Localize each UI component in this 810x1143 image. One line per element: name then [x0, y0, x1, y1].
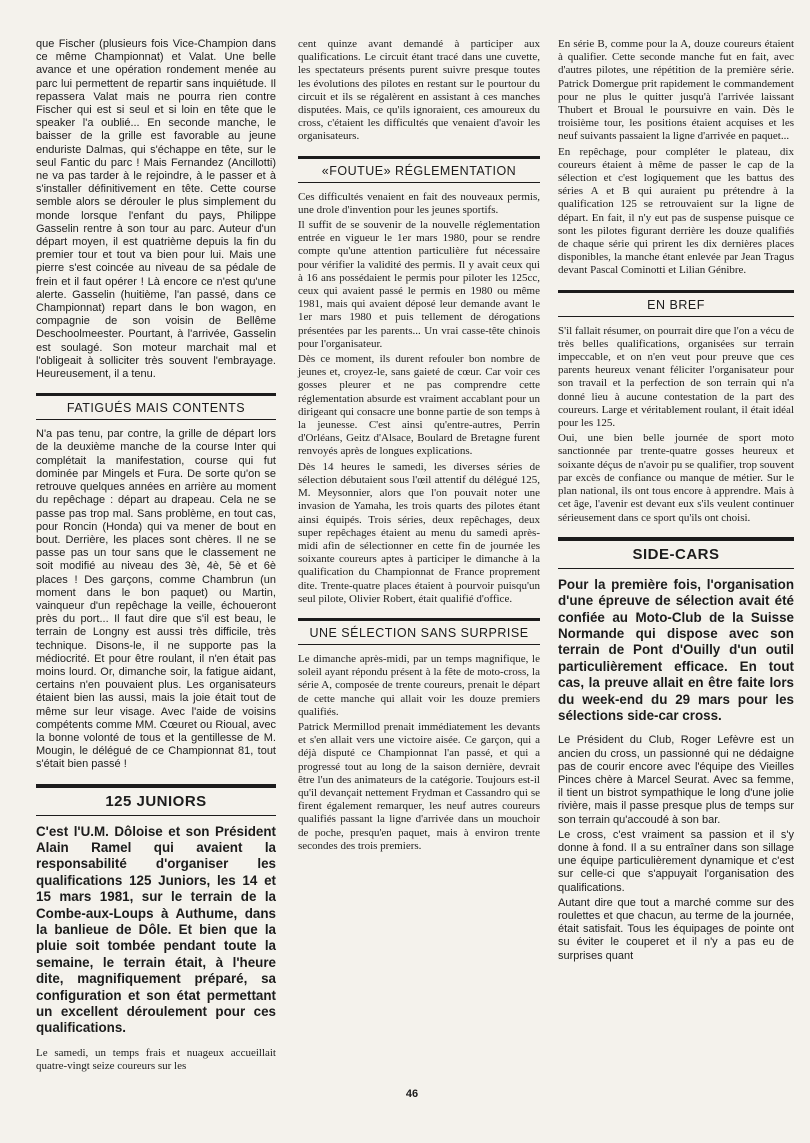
paragraph: que Fischer (plusieurs fois Vice-Champion dans ce même Championnat) et Valat. Une belle avance et une opération rondement menée au parc lui permettent de repartir sans inquiétude. Il repassera Valat mais ne pourra rien contre Fischer qui est si seul et si loin en tête que le speaker l'a oublié... En seconde manche, le baisser de la grille est favorable au jeune enduriste Dalmas, qui s'échappe en tête, sur le seul Fantic du parc ! Mais Fernandez (Ancillotti) ne va pas tarder à le rejoindre, à le passer et à s'installer définitivement en tête. Cette course semble alors se dérouler le plus simplement du monde lorsque l'enfant du pays, Philippe Gasselin rentre à son tour au parc. Auteur d'un départ moyen, il est quatrième depuis la fin du premier tour et tout va bien pour lui. Mais une pierre s'est coincée au niveau de sa pédale de frein et il faut opérer ! Là encore ce n'est qu'une alerte. Gasselin (huitième, l'an passé, dans ce Championnat) repart dans le bon wagon, en compagnie de son voisin de Bellême Deschoolmeester. Pourtant, à l'arrivée, Gasselin est soulagé. Son moteur marchait mal et l'obligeait à solliciter très souvent l'embrayage. Heureusement, il a tenu. [36, 38, 276, 381]
paragraph: S'il fallait résumer, on pourrait dire que l'on a vécu de très belles qualifications, organisées sur terrain impeccable, et on n'en veut pour preuve que ces parents heureux venant féliciter l'organisateur pour son travail et la perfection de son terrain qui n'a donné lieu à aucune contestation de la part des coureurs. Large et véritablement roulant, il était idéal pour les 125. [558, 324, 794, 430]
paragraph: cent quinze avant demandé à participer aux qualifications. Le circuit étant tracé dans une cuvette, les spectateurs présents purent suivre presque toutes les évolutions des pilotes en restant sur le pourtour du circuit et ils se régalèrent en assistant à ces manches disputées. Mais, ce qu'ils ignoraient, ces amoureux du cross, c'étaient les difficultés que venaient d'avoir les organisateurs. [298, 38, 540, 143]
column-3 [558, 38, 794, 965]
paragraph: Le Président du Club, Roger Lefèvre est un ancien du cross, un passionné qui ne dédaigne pas de courir encore avec l'équipe des Vieilles Pinces chère à Marcel Seurat. Avec sa femme, il tient un bistrot sympathique le long d'une jolie rivière, mais il passe presque plus de temps sur son terrain qu'accoudé à son bar. [558, 734, 794, 826]
paragraph: Il suffit de se souvenir de la nouvelle réglementation entrée en vigueur le 1er mars 1980, pour se rendre compte qu'une attention particulière fut nécessaire pour vérifier la validité des permis. Il y avait ceux qui à 16 ans possédaient le permis pour piloter les 125cc, ceux qui avaient passé le permis en 1980 ou même 1981, mais qui avaient déposé leur demande avant le 1er mars 1980 et puis tellement de dérogations présentées par les parents... Un vrai casse-tête chinois pour l'organisateur. [298, 219, 540, 350]
paragraph: Autant dire que tout a marché comme sur des roulettes et que chacun, au terme de la journée, était satisfait. Tous les équipages de pointe ont su éviter le couperet et il n'y a pas eu de surprises quant [558, 896, 794, 962]
col2-foutue-body [298, 191, 540, 606]
col3-intro [558, 38, 794, 278]
paragraph: Ces difficultés venaient en fait des nouveaux permis, une drole d'invention pour les jeunes sportifs. [298, 190, 540, 216]
col2-intro [298, 38, 540, 144]
col3-sidecars-body [558, 734, 794, 962]
section-heading-selection: UNE SÉLECTION SANS SURPRISE [298, 618, 540, 645]
section-heading-en-bref: EN BREF [558, 290, 794, 317]
col2-selection-body [298, 653, 540, 853]
page-number: 46 [405, 1088, 419, 1100]
column-1 [36, 38, 276, 1075]
section-heading-side-cars: SIDE-CARS [558, 537, 794, 569]
col3-enbref-body [558, 325, 794, 525]
col1-juniors-body [36, 1047, 276, 1073]
paragraph: Oui, une bien belle journée de sport moto sanctionnée par trente-quatre gosses heureux et soixante déçus de n'avoir pu se qualifier, trop souvent par excès de confiance ou manque de métier. Sur le plan national, ils ont tous encore à apprendre. Mais à cet âge, l'avenir est devant eux s'ils veulent continuer sérieusement dans ce sport qu'ils ont choisi. [558, 432, 794, 524]
paragraph: Le samedi, un temps frais et nuageux accueillait quatre-vingt seize coureurs sur les [36, 1046, 276, 1073]
paragraph: Dès 14 heures le samedi, les diverses séries de sélection débutaient sous l'œil attentif du délégué 125, M. Meysonnier, alors que l'on pouvait noter une invasion de Yamaha, les trois quarts des pilotes étant ainsi équipés. Trois séries, deux repêchages, deux super repêchages étaient au menu du samedi après-midi afin de sélectionner en cette fin de journée les soixante coureurs aptes à participer le dimanche à la qualification du Championnat de France proprement dite. Trente-quatre places étaient à pourvoir puisqu'un seul pilote, Olivier Robert, était qualifié d'office. [298, 460, 540, 605]
column-2 [298, 38, 540, 855]
section-heading-fatigues: FATIGUÉS MAIS CONTENTS [36, 393, 276, 420]
paragraph: N'a pas tenu, par contre, la grille de départ lors de la deuxième manche de la course Inter qui complétait la manifestation, course qui fut dominée par Mingels et Fura. De sorte qu'on se retrouve quelques années en arrière au moment du repêchage : départ au drapeau. Cela ne se passe pas trop mal. Sans problème, en tout cas, pour Roncin (Honda) qui va mener de bout en bout. Derrière, les places sont chères. Il ne se passe pas un tour sans que le classement ne soit modifié au niveau des 3è, 4è, 5è et 6è places ! Des garçons, comme Chambrun (un moment dans le bon paquet) ou Martin, vainqueur d'un repêchage la veille, échoueront près du port... Il faut dire que s'il est beau, le terrain de Longny est aussi très difficile, très technique. Disons-le, il ne supporte pas la médiocrité. Et pour être roulant, il n'en était pas moins lourd. Or, dimanche soir, la fatigue aidant, certains n'en pouvaient plus. Les organisateurs étaient bien las aussi, mais la joie était tout de même sur leur visage. Avec l'aide de voisins compétents comme MM. Cœuret ou Rioual, avec la bonne volonté de tous et la gentillesse de M. Mougin, le délégué de ce Championnat 81, tout s'était bien passé ! [36, 428, 276, 771]
section-heading-125-juniors: 125 JUNIORS [36, 784, 276, 816]
col1-fatigues-body [36, 428, 276, 771]
paragraph: En repêchage, pour compléter le plateau, dix coureurs étaient à même de passer le cap de la sélection et c'est logiquement que les battus des séries A et B qui auraient pu prétendre à la qualification 125 se retrouvaient sur la ligne de départ. En fait, il n'y eut pas de suspense puisque ce sont les pilotes figurant derrière les douze qualifiés de chaque série qui prirent les dix dernières places disponibles, la manche étant enlevée par Jean Tragus devant Pascal Cominotti et Lilian Génibre. [558, 145, 794, 277]
paragraph: Le cross, c'est vraiment sa passion et il s'y donne à fond. Il a su entraîner dans son sillage une équipe particulièrement dynamique et c'est sur celle-ci que s'appuyait l'organisation des qualifications. [558, 828, 794, 894]
col1-intro [36, 38, 276, 381]
lead-paragraph-side-cars: Pour la première fois, l'organisation d'une épreuve de sélection avait été confiée au Moto-Club de la Suisse Normande qui dispose avec son terrain de Pont d'Ouilly d'un outil particulièrement efficace. En tout cas, la preuve allait en être faite lors du week-end du 29 mars pour les sélections side-car cross. [558, 576, 794, 723]
paragraph: Le dimanche après-midi, par un temps magnifique, le soleil ayant répondu présent à la fête de moto-cross, la série A, composée de trente coureurs, prenait le départ de cette manche qui allait voir les douze premiers qualifiés. [298, 652, 540, 718]
section-heading-foutue-reglementation: «FOUTUE» RÉGLEMENTATION [298, 156, 540, 183]
paragraph: En série B, comme pour la A, douze coureurs étaient à qualifier. Cette seconde manche fut en fait, avec d'autres pilotes, une répétition de la première série. Patrick Domergue prit rapidement le commandement pour ne plus le quitter jusqu'à l'arrivée laissant Thubert et Broual le poursuivre en vain. Dès le troisième tour, les positions étaient acquises et les neuf suivants passaient la ligne d'arrivée en paquet... [558, 38, 794, 143]
paragraph: Patrick Mermillod prenait immédiatement les devants et s'en allait vers une victoire aisée. Ce garçon, qui a déjà disputé ce Championnat l'an passé, et qui a progressé tout au long de la saison dernière, devrait être l'un des animateurs de la catégorie. Toujours est-il qu'il devançait nettement Frydman et Cassandro qui se firent également remarquer, les neuf autres coureurs qualifiés passant la ligne d'arrivée dans un mouchoir de poche, presqu'en paquet, mais à environ trente secondes des trois premiers. [298, 720, 540, 852]
paragraph: Dès ce moment, ils durent refouler bon nombre de jeunes et, croyez-le, sans gaieté de cœur. Car voir ces gosses pleurer et ne pas comprendre cette réglementation absurde est vraiment accablant pour un dirigeant qui consacre une bonne partie de son temps à la jeunesse. C'est ainsi qu'entre-autres, Perrin d'Orléans, Geitz d'Alsace, Boulard de Bretagne furent renvoyés après de longues explications. [298, 353, 540, 458]
lead-paragraph-juniors: C'est l'U.M. Dôloise et son Président Alain Ramel qui avaient la responsabilité d'organiser les qualifications 125 Juniors, les 14 et 15 mars 1981, sur le terrain de la Combe-aux-Loups à Authume, dans la banlieue de Dôle. Et bien que la pluie soit tombée pendant toute la semaine, le terrain était, à l'heure dite, magnifiquement préparé, sa configuration et son état permettant un excellent déroulement pour ces qualifications. [36, 823, 276, 1036]
